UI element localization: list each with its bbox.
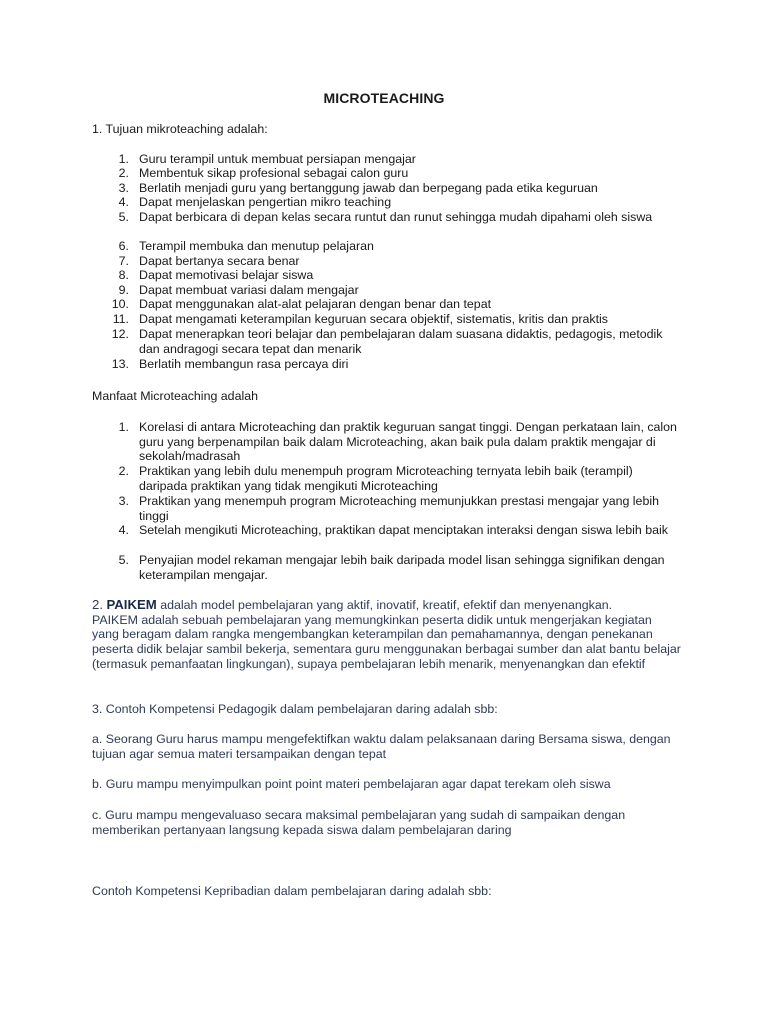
kepribadian-heading: Contoh Kompetensi Kepribadian dalam pembelajaran daring adalah sbb:: [92, 884, 492, 898]
list-item-number: 2.: [118, 464, 129, 478]
pedagogik-point-c: c. Guru mampu mengevaluaso secara maksimal pembelajaran yang sudah di sampaikan dengan memberikan pertanyaan langsung kepada siswa dalam pembelajaran daring: [92, 808, 626, 837]
paikem-term: PAIKEM: [106, 597, 157, 612]
list-item: Dapat menjelaskan pengertian mikro teaching: [139, 195, 392, 209]
list-item-number: 3.: [118, 181, 129, 195]
list-item-number: 4.: [118, 523, 129, 537]
list-item: Dapat menggunakan alat-alat pelajaran dengan benar dan tepat: [139, 297, 492, 311]
pedagogik-point-b: b. Guru mampu menyimpulkan point point materi pembelajaran agar dapat terekam oleh siswa: [92, 777, 611, 791]
list-item: Dapat bertanya secara benar: [139, 254, 300, 268]
list-item: Guru terampil untuk membuat persiapan mengajar: [139, 152, 416, 166]
pedagogik-point-a: a. Seorang Guru harus mampu mengefektifkan waktu dalam pelaksanaan daring Bersama siswa, dengan tujuan agar semua materi tersampaikan dengan tepat: [92, 732, 671, 761]
list-item-number: 1.: [118, 152, 129, 166]
manfaat-heading: Manfaat Microteaching adalah: [92, 389, 258, 403]
list-item-number: 12.: [111, 327, 129, 341]
list-item-number: 5.: [118, 553, 129, 567]
tujuan-heading: 1. Tujuan mikroteaching adalah:: [92, 122, 268, 136]
list-item: Membentuk sikap profesional sebagai calon guru: [139, 166, 409, 180]
list-item-number: 5.: [118, 210, 129, 224]
list-item: Dapat memotivasi belajar siswa: [139, 268, 314, 282]
list-item: Dapat menerapkan teori belajar dan pembelajaran dalam suasana didaktis, pedagogis, metodik dan andragogi secara tepat dan menarik: [139, 327, 663, 356]
list-item-number: 4.: [118, 195, 129, 209]
list-item-number: 9.: [118, 283, 129, 297]
pedagogik-heading: 3. Contoh Kompetensi Pedagogik dalam pembelajaran daring adalah sbb:: [92, 702, 498, 716]
document-title: MICROTEACHING: [323, 90, 445, 106]
list-item-number: 3.: [118, 494, 129, 508]
paikem-description: PAIKEM adalah sebuah pembelajaran yang memungkinkan peserta didik untuk mengerjakan kegiatan yang beragam dalam rangka mengembangkan keterampilan dan pemahamannya, dengan penekanan peserta didik belajar sambil bekerja, sementara guru menggunakan berbagai sumber dan alat bantu belajar (termasuk pemanfaatan lingkungan), supaya pembelajaran lebih menarik, menyenangkan dan efektif: [92, 612, 681, 671]
list-item-number: 11.: [112, 312, 129, 326]
list-item: Setelah mengikuti Microteaching, praktikan dapat menciptakan interaksi dengan siswa lebih baik: [139, 523, 668, 537]
list-item-number: 2.: [118, 166, 129, 180]
list-item: Dapat membuat variasi dalam mengajar: [139, 283, 359, 297]
list-item: Dapat mengamati keterampilan keguruan secara objektif, sistematis, kritis dan praktis: [139, 312, 608, 326]
list-item-number: 1.: [118, 420, 129, 434]
list-item: Berlatih membangun rasa percaya diri: [139, 357, 349, 371]
list-item: Korelasi di antara Microteaching dan praktik keguruan sangat tinggi. Dengan perkataan lain, calon guru yang berpenampilan baik dalam Microteaching, akan baik pula dalam praktik mengajar di sekolah/madrasah: [139, 420, 677, 464]
list-item: Praktikan yang lebih dulu menempuh program Microteaching ternyata lebih baik (terampil) daripada praktikan yang tidak mengikuti Microteaching: [139, 464, 633, 493]
paikem-definition: adalah model pembelajaran yang aktif, inovatif, kreatif, efektif dan menyenangkan.: [156, 598, 613, 612]
list-item-number: 6.: [118, 239, 129, 253]
list-item: Penyajian model rekaman mengajar lebih baik daripada model lisan sehingga signifikan dengan keterampilan mengajar.: [139, 553, 665, 582]
list-item: Praktikan yang menempuh program Microteaching memunjukkan prestasi mengajar yang lebih tinggi: [139, 494, 659, 523]
list-item-number: 13.: [111, 357, 129, 371]
list-item: Dapat berbicara di depan kelas secara runtut dan runut sehingga mudah dipahami oleh siswa: [139, 210, 653, 224]
list-item-number: 7.: [118, 254, 129, 268]
list-item: Terampil membuka dan menutup pelajaran: [139, 239, 374, 253]
paikem-number: 2.: [92, 597, 103, 612]
paikem-paragraph: [92, 598, 682, 672]
list-item-number: 8.: [118, 268, 129, 282]
list-item: Berlatih menjadi guru yang bertanggung jawab dan berpegang pada etika keguruan: [139, 181, 598, 195]
list-item-number: 10.: [111, 297, 129, 311]
